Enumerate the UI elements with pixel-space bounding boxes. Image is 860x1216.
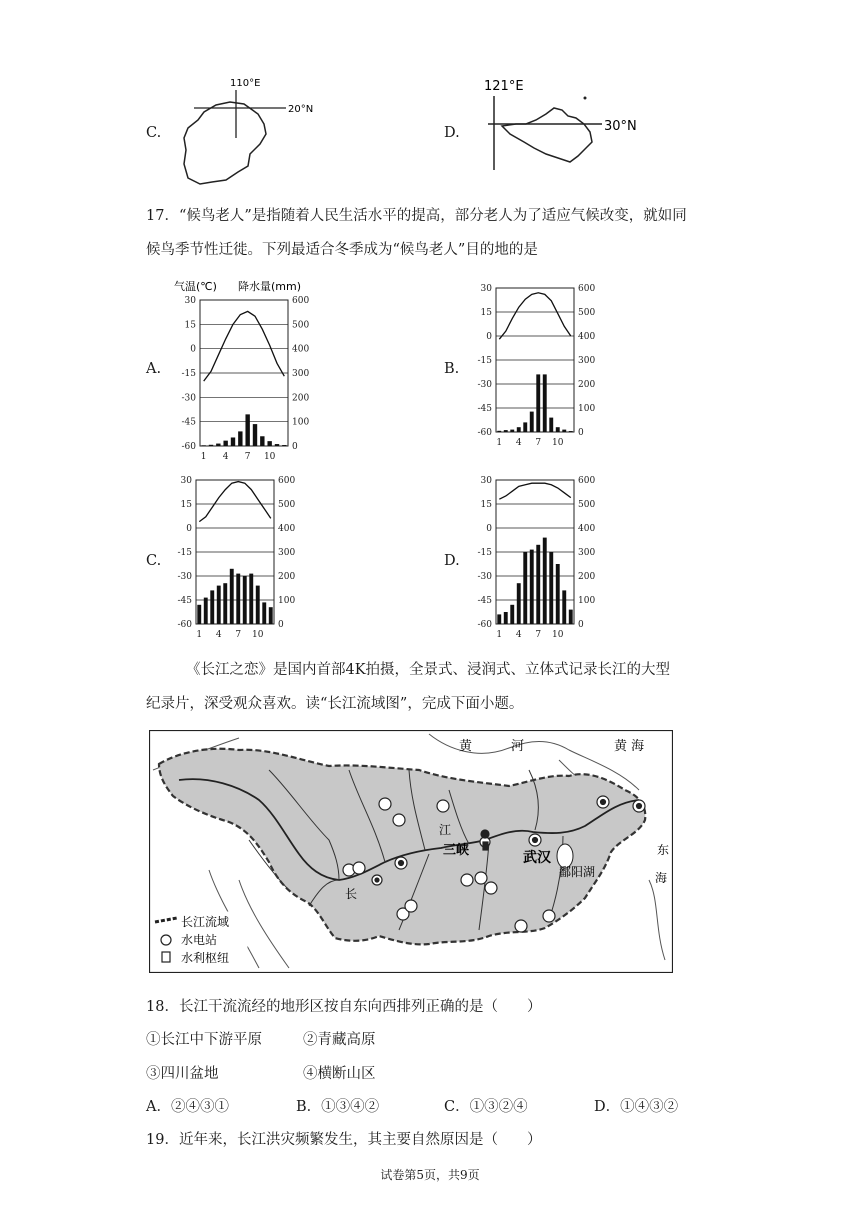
month-tick-label: 10 [263, 452, 276, 462]
temperature-tick-label: -60 [477, 428, 492, 438]
precipitation-bar [216, 444, 220, 446]
precipitation-bar [523, 422, 527, 432]
precipitation-bar [530, 550, 534, 624]
precipitation-tick-label: 600 [292, 296, 310, 306]
climate-chart-d [466, 476, 606, 646]
temperature-tick-label: 30 [180, 476, 192, 486]
map-label-jiang: 江 [439, 823, 452, 837]
precipitation-tick-label: 100 [292, 417, 310, 428]
precipitation-bar [562, 430, 566, 432]
temperature-tick-label: 30 [184, 296, 196, 306]
page-footer: 试卷第5页，共9页 [380, 1168, 480, 1182]
precipitation-bar [282, 445, 286, 446]
map-label-he: 河 [511, 739, 525, 754]
precipitation-tick-label: 400 [292, 344, 310, 355]
month-tick-label: 1 [196, 630, 203, 640]
precipitation-bar [536, 374, 540, 432]
precipitation-bar [543, 538, 547, 624]
precipitation-bar [256, 586, 260, 624]
temperature-tick-label: -45 [177, 596, 192, 606]
precipitation-tick-label: 100 [278, 596, 296, 606]
map-label-wuhan: 武汉 [523, 850, 551, 866]
precipitation-tick-label: 400 [278, 524, 296, 534]
temperature-tick-label: -60 [177, 620, 192, 630]
temperature-tick-label: -30 [477, 572, 492, 582]
precipitation-bar [504, 430, 508, 432]
precipitation-bar [210, 590, 214, 624]
temperature-line [199, 482, 270, 522]
precipitation-tick-label: 0 [578, 620, 584, 630]
temperature-tick-label: -45 [181, 417, 196, 428]
temperature-tick-label: 15 [180, 500, 192, 510]
precipitation-bar [569, 431, 573, 432]
precipitation-tick-label: 300 [578, 356, 596, 366]
month-tick-label: 4 [215, 630, 222, 640]
precipitation-tick-label: 600 [578, 476, 596, 486]
precipitation-tick-label: 500 [578, 308, 596, 318]
precipitation-tick-label: 100 [578, 596, 596, 606]
option-c-label: C. [146, 125, 162, 141]
precipitation-bar [523, 552, 527, 624]
precipitation-bar [269, 607, 273, 624]
legend-water-hub-icon [162, 952, 170, 962]
precipitation-bar [217, 586, 221, 624]
latitude-label-20: 20°N [288, 104, 314, 115]
passage-line2: 纪录片，深受观众喜欢。读“长江流域图”，完成下面小题。 [146, 696, 524, 712]
q18-item4: ④横断山区 [303, 1066, 376, 1082]
precipitation-tick-label: 500 [278, 500, 296, 510]
precipitation-tick-label: 200 [578, 572, 596, 582]
precipitation-tick-label: 600 [578, 284, 596, 294]
precipitation-tick-label: 300 [578, 548, 596, 558]
month-tick-label: 10 [552, 630, 564, 640]
precipitation-bar [497, 431, 501, 432]
precipitation-tick-label: 500 [292, 320, 310, 331]
q18-option-d[interactable]: D．①④③② [594, 1099, 679, 1115]
precipitation-bar [204, 598, 208, 624]
option-d-label: D. [444, 125, 460, 141]
temperature-tick-label: 0 [186, 524, 192, 534]
map-label-huanghai: 黄 海 [614, 739, 645, 754]
temperature-tick-label: 15 [184, 320, 196, 331]
precipitation-bar [260, 436, 264, 446]
precipitation-bar [536, 545, 540, 624]
precipitation-bar [549, 418, 553, 432]
precipitation-tick-label: 0 [578, 428, 584, 438]
precipitation-tick-label: 300 [278, 548, 296, 558]
month-tick-label: 7 [535, 630, 542, 640]
precipitation-bar [223, 441, 227, 446]
latitude-label-30: 30°N [604, 119, 637, 134]
q17-stem-line2: 候鸟季节性迁徙。下列最适合冬季成为“候鸟老人”目的地的是 [146, 242, 538, 258]
map-label-sanxia: 三峡 [443, 843, 470, 858]
precipitation-bar [249, 574, 253, 624]
q17-stem-line1: 17．“候鸟老人”是指随着人民生活水平的提高，部分老人为了适应气候改变，就如同 [146, 208, 687, 224]
q19-stem: 19．近年来，长江洪灾频繁发生，其主要自然原因是（ ） [146, 1132, 542, 1148]
temperature-tick-label: -60 [477, 620, 492, 630]
precipitation-bar [556, 564, 560, 624]
precipitation-bar [549, 552, 553, 624]
month-tick-label: 4 [515, 630, 522, 640]
q18-item1: ①长江中下游平原 [146, 1032, 262, 1048]
longitude-label-121: 121°E [484, 79, 524, 94]
temperature-tick-label: -30 [477, 380, 492, 390]
temperature-tick-label: 0 [486, 524, 492, 534]
temperature-line [499, 293, 571, 339]
month-tick-label: 10 [252, 630, 264, 640]
precipitation-bar [556, 427, 560, 432]
chart-a-option-label: A. [146, 361, 162, 377]
precipitation-bar [530, 412, 534, 432]
temperature-tick-label: -15 [181, 369, 196, 379]
precipitation-bar [253, 424, 257, 446]
q18-option-a[interactable]: A．②④③① [146, 1099, 229, 1115]
precipitation-bar [497, 614, 501, 624]
temperature-tick-label: 0 [486, 332, 492, 342]
precipitation-bar [243, 576, 247, 624]
climate-chart-a [170, 276, 320, 468]
temperature-tick-label: 30 [480, 476, 492, 486]
precipitation-bar [517, 427, 521, 432]
precipitation-bar [517, 583, 521, 624]
region-outline [502, 108, 592, 162]
map-label-chang: 长 [345, 887, 358, 901]
legend-water-hub-label: 水利枢纽 [181, 951, 230, 965]
temperature-tick-label: 15 [480, 308, 492, 318]
temperature-tick-label: -15 [177, 548, 192, 558]
precipitation-bar [562, 590, 566, 624]
climate-chart-c [166, 476, 306, 646]
temperature-tick-label: -30 [181, 393, 196, 404]
legend-hydropower-label: 水电站 [181, 933, 218, 947]
q18-stem: 18．长江干流流经的地形区按自东向西排列正确的是（ ） [146, 999, 542, 1015]
temperature-tick-label: -15 [477, 356, 492, 366]
month-tick-label: 7 [535, 438, 542, 448]
temperature-tick-label: 0 [190, 344, 196, 355]
chart-c-option-label: C. [146, 553, 162, 569]
temperature-tick-label: -60 [181, 442, 196, 452]
precipitation-bar [236, 574, 240, 624]
precipitation-bar [238, 431, 242, 446]
legend-basin-label: 长江流域 [181, 915, 230, 929]
precipitation-tick-label: 500 [578, 500, 596, 510]
temperature-tick-label: -15 [477, 548, 492, 558]
precipitation-bar [231, 437, 235, 446]
precipitation-bar [201, 445, 205, 446]
precipitation-bar [197, 605, 201, 624]
month-tick-label: 4 [515, 438, 522, 448]
month-tick-label: 4 [222, 452, 229, 462]
temperature-tick-label: -45 [477, 596, 492, 606]
precipitation-bar [209, 445, 213, 446]
yangtze-basin-map [149, 730, 673, 973]
precipitation-bar [504, 612, 508, 624]
precipitation-tick-label: 400 [578, 332, 596, 342]
chart-b-option-label: B. [444, 361, 460, 377]
precipitation-bar [245, 414, 249, 446]
precipitation-tick-label: 0 [278, 620, 284, 630]
legend-hydropower-icon [161, 935, 171, 945]
precipitation-tick-label: 200 [292, 393, 310, 404]
passage-line1: 《长江之恋》是国内首部4K拍摄，全景式、浸润式、立体式记录长江的大型 [186, 662, 671, 678]
q18-item2: ②青藏高原 [303, 1032, 376, 1048]
longitude-label-110: 110°E [230, 78, 261, 89]
precipitation-bar [543, 374, 547, 432]
q18-option-c[interactable]: C．①③②④ [444, 1099, 528, 1115]
chart-d-option-label: D. [444, 553, 460, 569]
temperature-axis-header: 气温(℃) [174, 280, 217, 293]
temperature-tick-label: -45 [477, 404, 492, 414]
map-label-poyang: 鄱阳湖 [559, 865, 596, 879]
q18-item3: ③四川盆地 [146, 1066, 219, 1082]
precipitation-tick-label: 200 [578, 380, 596, 390]
temperature-tick-label: -30 [177, 572, 192, 582]
precipitation-bar [275, 444, 279, 446]
precipitation-bar [510, 605, 514, 624]
month-tick-label: 7 [235, 630, 242, 640]
precipitation-bar [569, 610, 573, 624]
map-legend [151, 912, 247, 970]
temperature-line [499, 483, 571, 499]
precipitation-tick-label: 0 [292, 442, 298, 452]
precipitation-tick-label: 400 [578, 524, 596, 534]
precipitation-tick-label: 600 [278, 476, 296, 486]
month-tick-label: 1 [200, 452, 207, 462]
precipitation-tick-label: 200 [278, 572, 296, 582]
hainan-outline-map [178, 72, 338, 190]
precipitation-bar [510, 430, 514, 432]
month-tick-label: 1 [496, 438, 503, 448]
month-tick-label: 10 [552, 438, 564, 448]
precipitation-axis-header: 降水量(mm) [238, 280, 302, 293]
month-tick-label: 1 [496, 630, 503, 640]
month-tick-label: 7 [244, 452, 251, 462]
map-label-dong: 东 [657, 843, 670, 857]
precipitation-tick-label: 300 [292, 369, 310, 379]
map-label-hai: 海 [655, 871, 668, 885]
precipitation-bar [267, 441, 271, 446]
shanghai-outline-map [480, 72, 650, 176]
map-label-huang: 黄 [459, 739, 473, 754]
q18-option-b[interactable]: B．①③④② [296, 1099, 380, 1115]
precipitation-tick-label: 100 [578, 404, 596, 414]
precipitation-bar [223, 583, 227, 624]
climate-chart-b [466, 284, 606, 454]
precipitation-bar [230, 569, 234, 624]
temperature-tick-label: 15 [480, 500, 492, 510]
temperature-tick-label: 30 [480, 284, 492, 294]
precipitation-bar [262, 602, 266, 624]
island-outline [184, 102, 266, 184]
temperature-line [204, 311, 285, 381]
